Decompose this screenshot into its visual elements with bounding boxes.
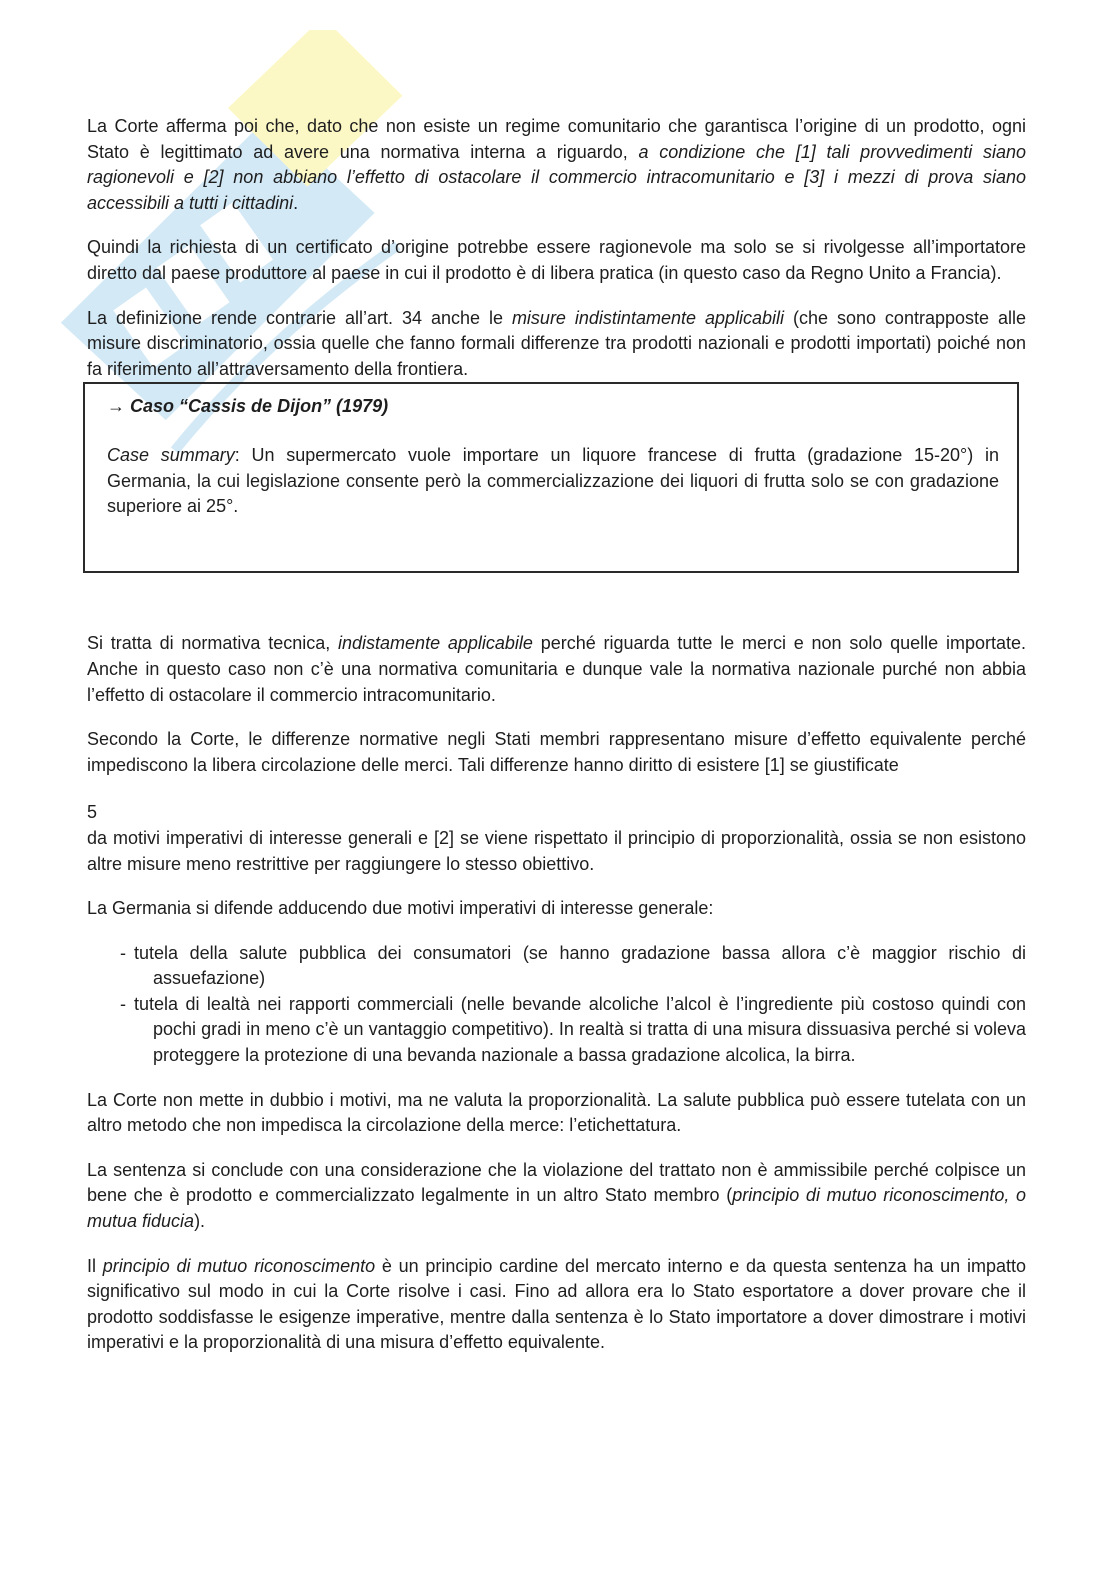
- text-run: Il: [87, 1255, 103, 1276]
- dash-bullet: -: [120, 993, 126, 1014]
- text-run: La Corte afferma poi che, dato che non esiste un regime comunitario che garantisca l’origine di un prodotto, ogni Stato è legittimato ad avere una normativa interna a riguardo,: [87, 116, 1026, 162]
- text-run: .: [293, 192, 299, 213]
- text-run: perché riguarda tutte le merci e non solo quelle importate. Anche in questo caso non c’è una normativa comunitaria e dunque vale la normativa nazionale purché non abbia l’effetto di ostacolare il commercio intracomunitario.: [87, 633, 1026, 705]
- paragraph-germany-defense: La Germania si difende adducendo due motivi imperativi di interesse generale:: [87, 898, 714, 919]
- text-run: è un principio cardine del mercato interno e da questa sentenza ha un impatto significativo sul modo in cui la Corte risolve i casi. Fino ad allora era lo Stato esportatore a dover provare che il prodotto soddisfasse le esigenze imperative, mentre dalla sentenza è lo Stato importatore a dover dimostrare i motivi imperativi e la proporzionalità di una misura d’effetto equivalente.: [87, 1255, 1026, 1353]
- italic-term: misure indistintamente applicabili: [511, 307, 784, 328]
- case-summary-label: Case summary: [107, 444, 235, 465]
- text-run: Si tratta di normativa tecnica,: [87, 633, 339, 654]
- paragraph-technical-norm: [87, 631, 1026, 708]
- italic-term: indistamente applicabile: [338, 633, 533, 654]
- list-item: [120, 941, 1026, 992]
- paragraph-conclusion: [87, 1158, 1026, 1235]
- reasons-list: [87, 941, 1026, 1069]
- italic-principle: principio di mutuo riconoscimento, o mutua fiducia: [87, 1185, 1027, 1232]
- paragraph-definition: [87, 306, 1026, 383]
- italic-conditions: a condizione che [1] tali provvedimenti siano ragionevoli e [2] non abbiano l’effetto di ostacolare il commercio intracomunitario e [3] i mezzi di prova siano accessibili a tutti i cittadini: [87, 141, 1026, 213]
- case-title: → Caso “Cassis de Dijon” (1979): [107, 396, 389, 417]
- list-item-text: tutela della salute pubblica dei consumatori (se hanno gradazione bassa allora c’è maggior rischio di assuefazione): [134, 942, 1026, 989]
- paragraph-court-view: Secondo la Corte, le differenze normative negli Stati membri rappresentano misure d’effetto equivalente perché impediscono la libera circolazione delle merci. Tali differenze hanno diritto di esistere [1] se giustificate: [87, 729, 1026, 775]
- paragraph-mutual-recognition: [87, 1254, 1026, 1356]
- paragraph-origin-regime: [87, 114, 1026, 216]
- list-item-text: tutela di lealtà nei rapporti commerciali (nelle bevande alcoliche l’alcol è l’ingrediente più costoso quindi con pochi gradi in meno c’è un vantaggio competitivo). In realtà si tratta di una misura dissuasiva perché si voleva proteggere la protezione di una bevanda nazionale a bassa gradazione alcolica, la birra.: [134, 993, 1026, 1066]
- document-body: [87, 114, 1026, 1356]
- text-run: ).: [194, 1211, 206, 1232]
- text-run: La definizione rende contrarie all’art. 34 anche le: [87, 307, 512, 328]
- paragraph-certificate: Quindi la richiesta di un certificato d’origine potrebbe essere ragionevole ma solo se si rivolgesse all’importatore diretto dal paese produttore al paese in cui il prodotto è di libera pratica (in questo caso da Regno Unito a Francia).: [87, 237, 1026, 283]
- italic-principle: principio di mutuo riconoscimento: [102, 1255, 376, 1276]
- text-run: (che sono contrapposte alle misure discriminatorio, ossia quelle che fanno formali differenze tra prodotti nazionali e prodotti importati) poiché non fa riferimento all’attraversamento della frontiera.: [87, 307, 1026, 379]
- dash-bullet: -: [120, 942, 126, 963]
- paragraph-imperative-reasons: da motivi imperativi di interesse generali e [2] se viene rispettato il principio di proporzionalità, ossia se non esistono altre misure meno restrittive per raggiungere lo stesso obiettivo.: [87, 827, 1026, 874]
- page-number: 5: [87, 802, 98, 823]
- list-item: [120, 992, 1026, 1069]
- case-summary: [107, 443, 999, 520]
- text-run: La sentenza si conclude con una considerazione che la violazione del trattato non è ammissibile perché colpisce un bene che è prodotto e commercializzato legalmente in un altro Stato membro (: [87, 1159, 1026, 1206]
- case-summary-text: : Un supermercato vuole importare un liquore francese di frutta (gradazione 15-20°) in Germania, la cui legislazione consente però la commercializzazione dei liquori di frutta solo se con gradazione superiore ai 25°.: [107, 444, 999, 517]
- paragraph-proportionality: La Corte non mette in dubbio i motivi, ma ne valuta la proporzionalità. La salute pubblica può essere tutelata con un altro metodo che non impedisca la circolazione della merce: l’etichettatura.: [87, 1089, 1026, 1136]
- case-box: [83, 382, 1019, 573]
